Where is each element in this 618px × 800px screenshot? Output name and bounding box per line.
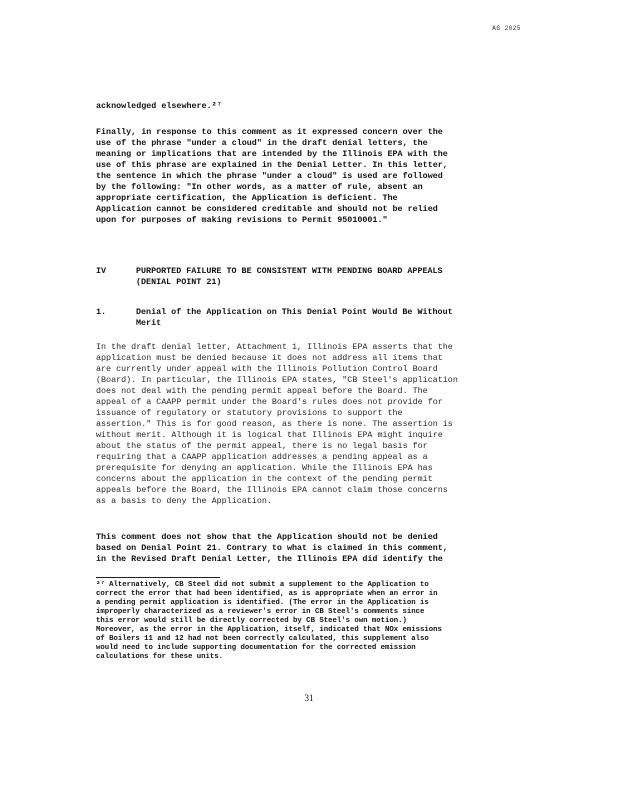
paragraph-draft-denial: In the draft denial letter, Attachment 1, Illinois EPA asserts that the application must be denied because it does not address all items that are currently under appeal with the Illinois Pollution Control Board (Board). In particular, the Illinois EPA states, "CB Steel's application does not deal with the pending permit appeal before the Board. The appeal of a CAAPP permit under the Board's rules does not provide for issuance of regulatory or statutory provisions to support the assertion." This is for good reason, as there is none. The assertion is without merit. Although it is logical that Illinois EPA might inquire about the status of the permit appeal, there is no legal basis for requiring that a CAAPP application addresses a pending appeal as a prerequisite for denying an application. While the Illinois EPA has concerns about the application in the context of the pending permit appeals before the Board, the Illinois EPA cannot claim those concerns as a basis to deny the Application.	[96, 342, 458, 506]
page-number: 31	[304, 693, 314, 703]
footnote-27: ²⁷ Alternatively, CB Steel did not submit a supplement to the Application to correct the error that had been identified, as is appropriate when an error in a pending permit application is identified. (The error in the Application is improperly characterized as a reviewer's error in CB Steel's comments since this error would still be directly corrected by CB Steel's own motion.) Moreover, as the error in the Application, itself, indicated that NOx emissions of Boilers 11 and 12 had not been correctly calculated, this supplement also would need to include supporting documentation for the corrected emission calculations for these units.	[96, 581, 442, 661]
section-iv-title: PURPORTED FAILURE TO BE CONSISTENT WITH PENDING BOARD APPEALS (DENIAL POINT 21)	[136, 266, 443, 287]
footnote-divider	[96, 577, 220, 578]
section-iv-heading	[96, 266, 443, 287]
document-code: AG 2025	[492, 25, 521, 32]
section-1-heading	[96, 307, 453, 328]
section-1-title: Denial of the Application on This Denial Point Would Be Without Merit	[136, 307, 453, 328]
section-iv-number: IV	[96, 266, 107, 276]
paragraph-finally: Finally, in response to this comment as it expressed concern over the use of the phrase "under a cloud" in the draft denial letters, the meaning or implications that are intended by the Illinois EPA with the use of this phrase are explained in the Denial Letter. In this letter, the sentence in which the phrase "under a cloud" is used are followed by the following: "In other words, as a matter of rule, absent an appropriate certification, the Application is deficient. The Application cannot be considered creditable and should not be relied upon for purposes of making revisions to Permit 95010001."	[96, 127, 448, 225]
paragraph-comment-response: This comment does not show that the Application should not be denied based on Denial Point 21. Contrary to what is claimed in this comment, in the Revised Draft Denial Letter, the Illinois EPA did identify the	[96, 532, 448, 564]
carryover-line: acknowledged elsewhere.²⁷	[96, 101, 222, 111]
section-1-number: 1.	[96, 307, 107, 317]
